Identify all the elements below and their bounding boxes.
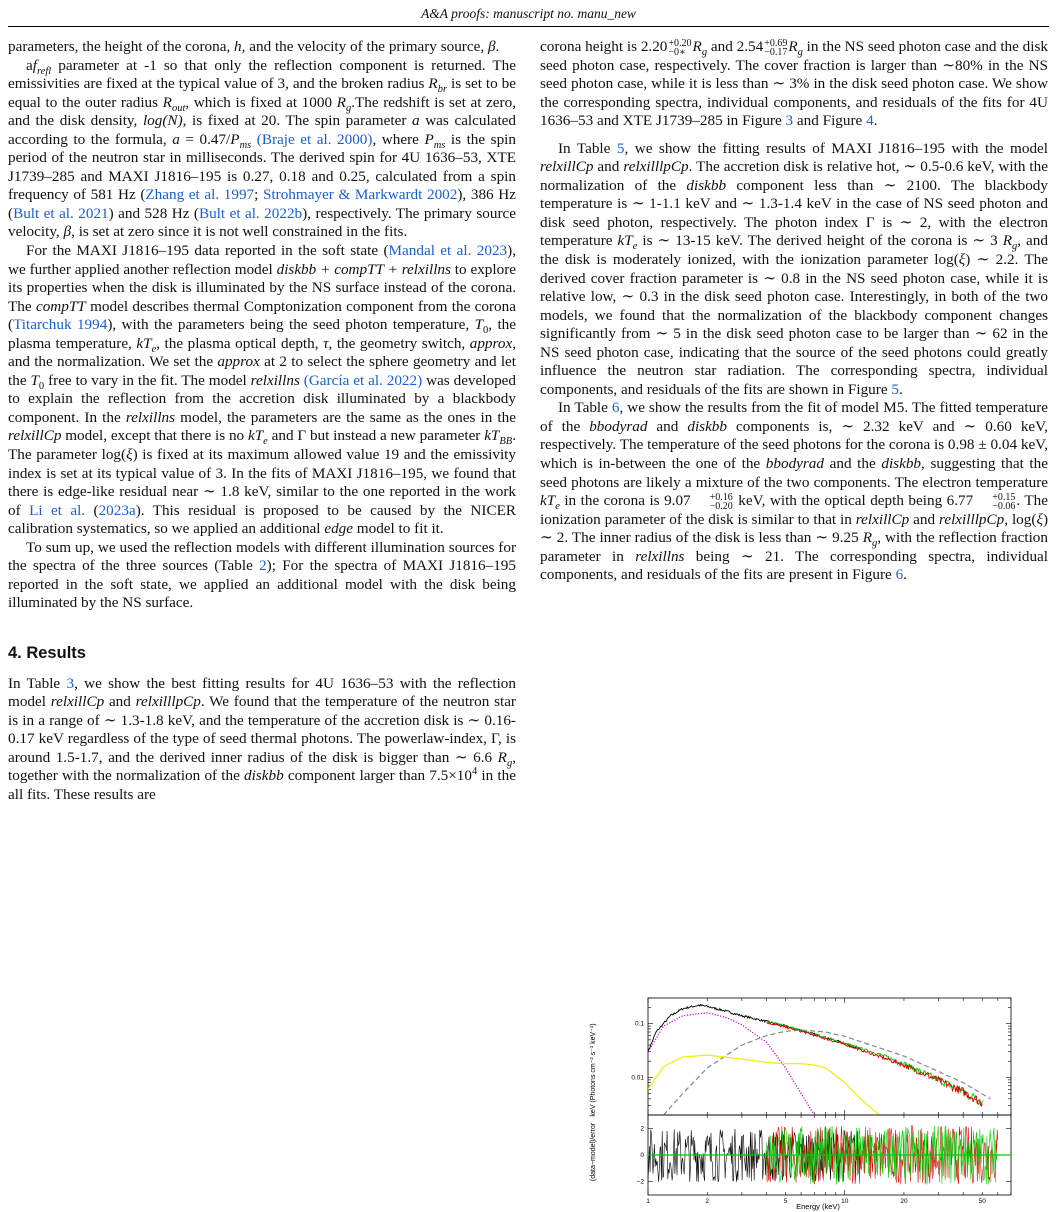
citation-link[interactable]: Bult et al. 2022b xyxy=(198,204,303,222)
y-tick-label: 0.1 xyxy=(634,1020,644,1028)
citation-link[interactable]: (García et al. 2022) xyxy=(303,371,423,389)
citation-link[interactable]: Li et al. xyxy=(29,501,86,519)
spectrum-frame xyxy=(648,998,1011,1115)
section-title: 4. Results xyxy=(8,643,86,662)
spectrum-panel xyxy=(631,998,1011,1115)
figure-ref-link[interactable]: 3 xyxy=(785,112,794,130)
x-tick-label: 50 xyxy=(978,1198,986,1205)
spectrum-series-5 xyxy=(648,1055,879,1115)
residuals-panel xyxy=(637,1115,1011,1205)
x-tick-label: 1 xyxy=(646,1198,650,1205)
citation-link[interactable]: Zhang et al. 1997 xyxy=(145,186,255,204)
y-tick-label: 2 xyxy=(640,1125,644,1133)
x-tick-label: 5 xyxy=(783,1198,788,1205)
paragraph: In Table 5, we show the fitting results of MAXI J1816–195 with the model relxillCp and relxilllpCp. The accretion disk is relative hot, ∼ 0.5-0.6 keV, with the normalization of the diskbb component less than ∼ 2100. The blackbody temperature is ∼ 1-1.1 keV and ∼ 1.3-1.4 keV in the case of NS seed photon and disk seed photon, respectively. The photon index Γ is ∼ 2, with the electron temperature $kT_e$ is ∼ 13-15 keV. The derived height of the corona is ∼ 3 $R_g$, and the disk is moderately ionized, with the ionization parameter log(ξ) ∼ 2.2. The derived cover fraction parameter is ∼ 0.8 in the NS seed photon case, while it is relative low, ∼ 0.3 in the disk seed photon case. Interestingly, in both of the two models, we found that the normalization of the blackbody component changes significantly from ∼ 5 in the disk seed photon case to be larger than ∼ 62 in the NS seed photon case, indicating that the source of the seed photons could greatly influence the neutron star radiation. The corresponding spectra, individual components, and residuals of the fits are shown in Figure 5. xyxy=(540,139,1048,398)
table-ref-link[interactable]: 3 xyxy=(66,674,75,692)
paragraph: To sum up, we used the reflection models with different illumination sources for the spectra of the three sources (Table 2); For the spectra of MAXI J1816–195 reported in the soft state, we applied an additional model with the disk being illuminated by the NS surface. xyxy=(8,538,516,612)
table-ref-link[interactable]: 2 xyxy=(259,557,267,575)
paragraph: In Table 6, we show the results from the fit of model M5. The fitted temperature of the bbodyrad and diskbb components is, ∼ 2.32 keV and ∼ 0.60 keV, respectively. The temperature of the seed photons for the corona is 0.98 ± 0.04 keV, which is in-between the one of the bbodyrad and the diskbb, suggesting that the seed photons are likely a mixture of the two components. The electron temperature $kT_e$ in the corona is 9.07 +0.16 −0.20 keV, with the optical depth being 6.77 +0.15 −0.06 . The ionization parameter of the disk is similar to that in relxillCp and relxilllpCp, log(ξ) ∼ 2. The inner radius of the disk is less than ∼ 9.25 $R_g$, with the reflection fraction parameter in relxillns being ∼ 21. The corresponding spectra, individual components, and residuals of the fits are present in Figure 6. xyxy=(540,399,1049,584)
spectrum-figure xyxy=(586,990,1026,1212)
y-axis-label-bottom: (data−model)/error xyxy=(590,1122,597,1182)
figure-ref-link[interactable]: 5 xyxy=(891,380,899,398)
figure-ref-link[interactable]: 6 xyxy=(895,566,904,584)
x-tick-label: 2 xyxy=(705,1198,710,1205)
y-tick-label: 0.01 xyxy=(631,1074,644,1082)
citation-link[interactable]: (Braje et al. 2000) xyxy=(256,130,373,148)
paragraph: corona height is 2.20 +0.20 −0∗ $R_g$ and 2.54 +0.69 −0.17 $R_g$ in the NS seed photon case and the disk seed photon case, respectively. The cover fraction is larger than ∼80% in the NS seed photon case, while it is less than ∼ 3% in the disk seed photon case. We show the corresponding spectra, individual components, and residuals of the fits for 4U 1636–53 and XTE J1739–285 in Figure 3 and Figure 4. xyxy=(540,37,1048,130)
paragraph: For the MAXI J1816–195 data reported in the soft state (Mandal et al. 2023), we further applied another reflection model diskbb + compTT + relxillns to explore its properties when the disk is illuminated by the NS surface instead of the corona. The compTT model describes thermal Comptonization component from the corona (Titarchuk 1994), with the parameters being the seed photon temperature, $T_0$, the plasma temperature, $kT_e$, the plasma optical depth, τ, the geometry switch, approx, and the normalization. We set the approx at 2 to select the sphere geometry and let the $T_0$ free to vary in the fit. The model relxillns (García et al. 2022) was developed to explain the reflection from the accretion disk illuminated by a blackbody component. In the relxillns model, the parameters are the same as the ones in the relxillCp model, except that there is no $kT_e$ and Γ but instead a new parameter $kT_{BB}$. The parameter log(ξ) is fixed at its maximum allowed value 19 and the emissivity index is set at its typical value of 3. In the fits of MAXI J1816–195, we found that there is edge-like residual near ∼ 1.8 keV, similar to the one reported in the work of Li et al. (2023a). This residual is proposed to be caused by the NICER calibration systematics, so we applied an additional edge model to fit it. xyxy=(8,242,517,538)
spectrum-series-0 xyxy=(648,1005,860,1053)
right-column xyxy=(540,38,1048,585)
y-tick-label: 0 xyxy=(640,1152,644,1159)
paragraph: In Table 3, we show the best fitting results for 4U 1636–53 with the reflection model relxillCp and relxilllpCp. We found that the temperature of the neutron star is in a range of ∼ 1.3-1.8 keV, and the temperature of the accretion disk is ∼ 0.16-0.17 keV regardless of the type of seed thermal photons. The powerlaw-index, Γ, is around 1.5-1.7, and the derived inner radius of the disk is bigger than ∼ 6.6 $R_g$, together with the normalization of the diskbb component larger than $7.5\times 10^4$ in the all fits. These results are xyxy=(8,674,516,803)
figure-ref-link[interactable]: 4 xyxy=(866,112,874,130)
citation-link[interactable]: Strohmayer & Markwardt 2002 xyxy=(262,186,458,204)
citation-link[interactable]: Mandal et al. 2023 xyxy=(388,242,508,260)
x-tick-label: 10 xyxy=(841,1198,849,1205)
citation-link[interactable]: 2023a xyxy=(98,501,136,519)
paragraph: $af_{refl}$ parameter at -1 so that only the reflection component is returned. The emissivities are fixed at the typical value of 3, and the broken radius $R_{br}$ is set to be equal to the outer radius $R_{out}$, which is fixed at 1000 $R_g.The$ redshift is set at zero, and the disk density, log(N), is fixed at 20. The spin parameter a was calculated according to the formula, $a = 0.47/P_{ms}$ (Braje et al. 2000), where $P_{ms}$ is the spin period of the neutron star in milliseconds. The derived spin for 4U 1636–53, XTE J1739–285 and MAXI J1816–195 is 0.27, 0.18 and 0.25, calculated from a spin frequency of 581 Hz (Zhang et al. 1997; Strohmayer & Markwardt 2002), 386 Hz (Bult et al. 2021) and 528 Hz (Bult et al. 2022b), respectively. The primary source velocity, β, is set at zero since it is not well constrained in the fits. xyxy=(8,56,517,241)
header-rule xyxy=(8,26,1049,27)
y-tick-label: −2 xyxy=(636,1178,644,1186)
paragraph: parameters, the height of the corona, h, and the velocity of the primary source, β. xyxy=(8,38,500,55)
table-ref-link[interactable]: 5 xyxy=(616,139,625,157)
y-axis-label-top: keV (Photons cm⁻² s⁻¹ keV⁻¹) xyxy=(590,1023,597,1117)
x-tick-label: 20 xyxy=(900,1198,908,1205)
running-header: A&A proofs: manuscript no. manu_new xyxy=(421,6,636,21)
x-axis-label: Energy (keV) xyxy=(796,1202,840,1211)
left-column xyxy=(8,38,516,804)
table-ref-link[interactable]: 6 xyxy=(611,399,620,417)
spectrum-series-4 xyxy=(664,1030,991,1115)
citation-link[interactable]: Titarchuk 1994 xyxy=(13,316,108,334)
citation-link[interactable]: Bult et al. 2021 xyxy=(13,204,109,222)
